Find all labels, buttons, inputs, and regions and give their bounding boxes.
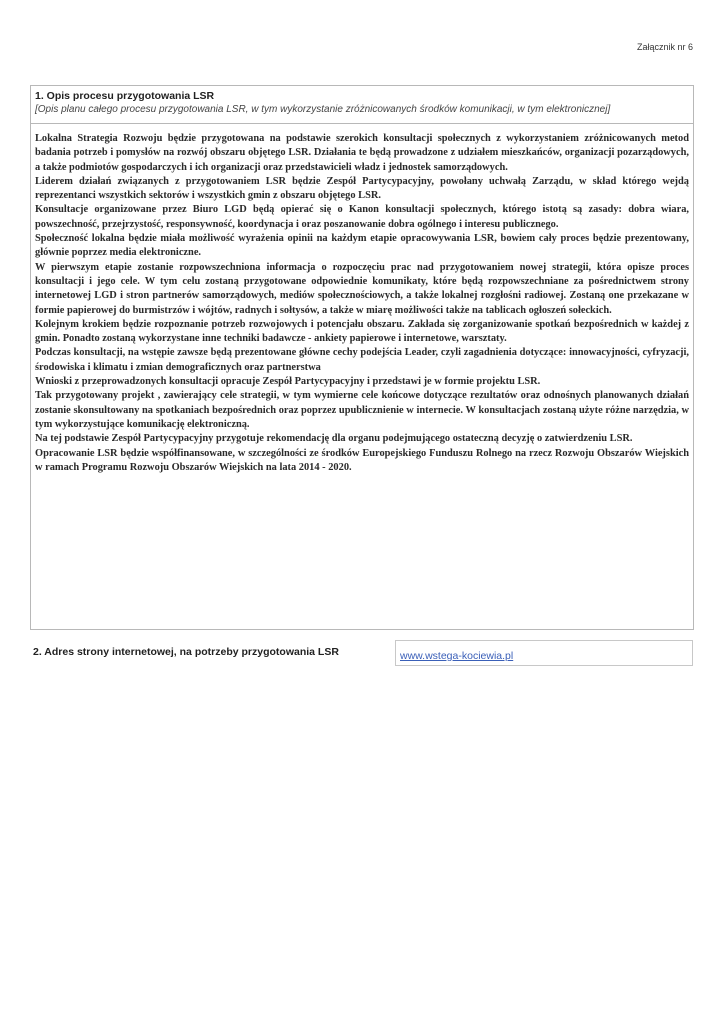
section1-box: [30, 85, 694, 630]
paragraph: Społeczność lokalna będzie miała możliwość wyrażenia opinii na każdym etapie opracowywania LSR, bowiem cały proces będzie prezentowany, głównie poprzez media elektroniczne.: [35, 233, 689, 259]
paragraph: Lokalna Strategia Rozwoju będzie przygotowana na podstawie szerokich konsultacji społecznych z wykorzystaniem zróżnicowanych metod badania potrzeb i pomysłów na rozwój obszaru objętego LSR. Działania te będą prowadzone z udziałem mieszkańców, organizacji pozarządowych, a także podmiotów gospodarczych i ich organizacji oraz przedstawicieli władz i jednostek samorządowych.: [35, 133, 689, 173]
paragraph: Podczas konsultacji, na wstępie zawsze będą prezentowane główne cechy podejścia Leader, czyli zagadnienia dotyczące: innowacyjności, cyfryzacji, środowiska i klimatu i zmian demograficznych oraz partnerstwa: [35, 347, 689, 373]
paragraph: Wnioski z przeprowadzonych konsultacji opracuje Zespół Partycypacyjny i przedstawi je w formie projektu LSR.: [35, 376, 541, 388]
section1-subtitle: [Opis planu całego procesu przygotowania LSR, w tym wykorzystanie zróżnicowanych środków komunikacji, w tym elektronicznej]: [35, 104, 611, 115]
paragraph: Tak przygotowany projekt , zawierający cele strategii, w tym wymierne cele końcowe dotyczące rezultatów oraz odnośnych planowanych działań zostanie skonsultowany na spotkaniach bezpośrednich oraz poprzez upublicznienie w internecie. W konsultacjach zostaną użyte różne narzędzia, w tym wykorzystujące komunikację elektroniczną.: [35, 390, 689, 430]
paragraph: Kolejnym krokiem będzie rozpoznanie potrzeb rozwojowych i potencjału obszaru. Zakłada się zorganizowanie spotkań bezpośrednich w każdej z gmin. Ponadto zostaną wykorzystane inne techniki badawcze - ankiety papierowe i internetowe, warsztaty.: [35, 318, 689, 345]
paragraph: W pierwszym etapie zostanie rozpowszechniona informacja o rozpoczęciu prac nad przygotowaniem nowej strategii, która opisze proces konsultacji i jego cele. W tym celu zostaną przygotowane odpowiednie komunikaty, które będą rozpowszechniane za pośrednictwem strony internetowej LGD i stron partnerów samorządowych, mediów społecznościowych, a także lokalnej rozgłośni radiowej. Zostaną one przekazane w formie papierowej do burmistrzów i wójtów, radnych i sołtysów, a także w miarę możliwości także na tablicach ogłoszeń sołeckich.: [35, 261, 689, 316]
paragraph: Na tej podstawie Zespół Partycypacyjny przygotuje rekomendację dla organu podejmującego ostateczną decyzję o zatwierdzeniu LSR.: [35, 433, 633, 445]
url-field: [395, 640, 693, 666]
paragraph: Opracowanie LSR będzie współfinansowane, w szczególności ze środków Europejskiego Funduszu Rolnego na rzecz Rozwoju Obszarów Wiejskich w ramach Programu Rozwoju Obszarów Wiejskich na lata 2014 - 2020.: [35, 447, 689, 473]
section2-title: 2. Adres strony internetowej, na potrzeby przygotowania LSR: [33, 646, 339, 658]
website-link[interactable]: www.wstega-kociewia.pl: [400, 650, 514, 662]
section1-title: 1. Opis procesu przygotowania LSR: [35, 90, 215, 102]
section1-header: [31, 86, 693, 124]
attachment-label: Załącznik nr 6: [636, 42, 693, 52]
paragraph: Konsultacje organizowane przez Biuro LGD będą opierać się o Kanon konsultacji społecznych, którego istotą są zasady: dobra wiara, powszechność, przejrzystość, responsywność, koordynacja i oraz poszanowanie dobra ogólnego i interesu publicznego.: [35, 204, 689, 230]
section1-body: [31, 124, 693, 629]
paragraph: Liderem działań związanych z przygotowaniem LSR będzie Zespół Partycypacyjny, powołany uchwałą Zarządu, w skład którego wejdą reprezentanci wszystkich sektorów i wszystkich gmin z obszaru objętego LSR.: [35, 175, 689, 202]
